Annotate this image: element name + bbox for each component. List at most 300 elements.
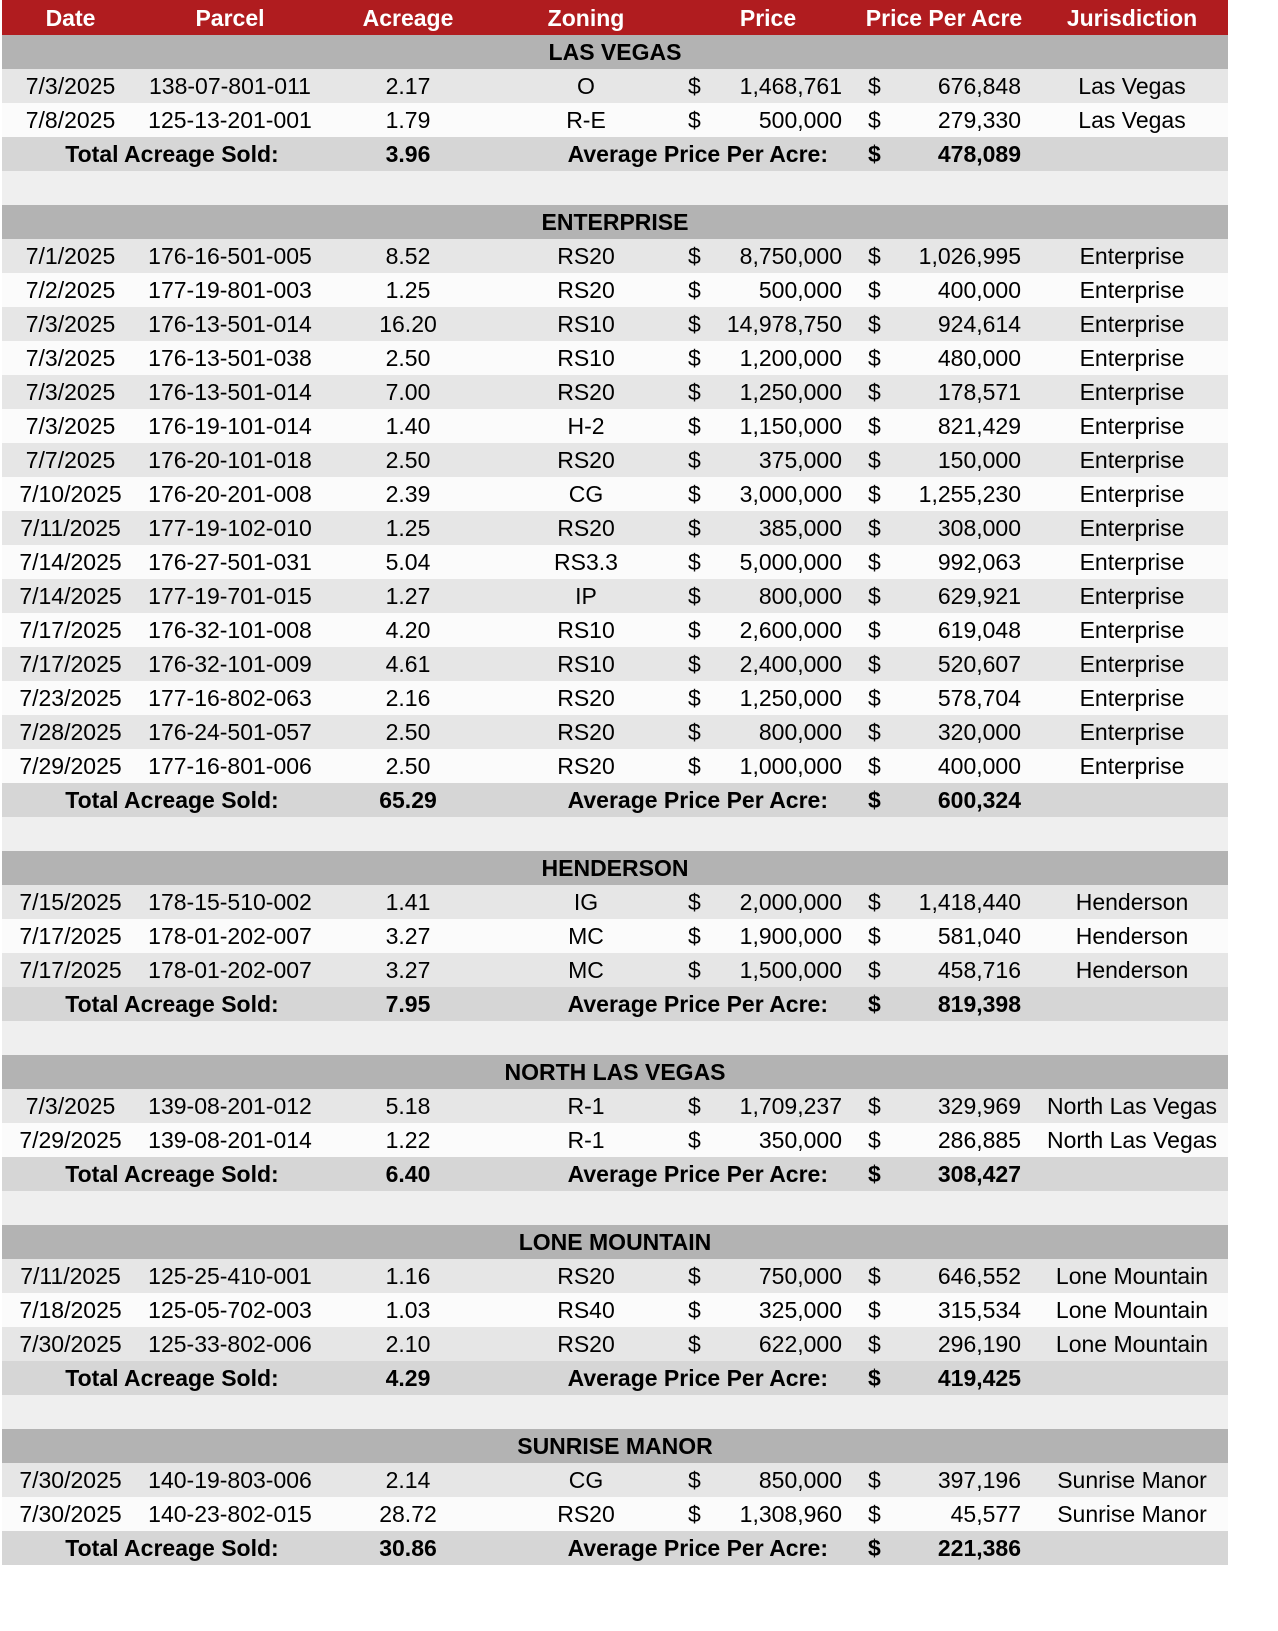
parcel-cell: 138-07-801-011 (149, 73, 311, 99)
parcel-cell: 139-08-201-014 (148, 1127, 312, 1153)
price-currency: $ (688, 481, 701, 507)
date-cell: 7/7/2025 (25, 447, 116, 473)
price-currency: $ (688, 1501, 701, 1527)
table-row (2, 341, 1228, 375)
price-per-acre-cell: 458,716 (937, 957, 1021, 983)
parcel-cell: 140-19-803-006 (148, 1467, 312, 1493)
price-currency: $ (688, 753, 701, 779)
zoning-cell: R-1 (567, 1093, 605, 1119)
ppa-currency: $ (868, 277, 881, 303)
parcel-cell: 177-19-701-015 (148, 583, 312, 609)
acreage-cell: 7.00 (385, 379, 431, 405)
table-row (2, 1293, 1228, 1327)
zoning-cell: RS10 (557, 311, 615, 337)
price-cell: 800,000 (758, 583, 842, 609)
price-currency: $ (688, 651, 701, 677)
table-row (2, 1123, 1228, 1157)
total-row (2, 987, 1228, 1021)
ppa-currency: $ (868, 1501, 881, 1527)
price-per-acre-cell: 821,429 (937, 413, 1021, 439)
date-cell: 7/8/2025 (25, 107, 116, 133)
date-cell: 7/29/2025 (19, 1127, 122, 1153)
price-currency: $ (688, 1297, 701, 1323)
acreage-cell: 2.50 (385, 345, 431, 371)
jurisdiction-cell: Henderson (1075, 923, 1189, 949)
jurisdiction-cell: Sunrise Manor (1057, 1501, 1207, 1527)
total-acreage-label: Total Acreage Sold: (65, 991, 279, 1017)
zoning-cell: R-1 (567, 1127, 605, 1153)
ppa-currency: $ (868, 1127, 881, 1153)
zoning-cell: RS10 (557, 345, 615, 371)
spacer-row (2, 1191, 1228, 1225)
section-header (2, 1225, 1228, 1259)
price-cell: 2,600,000 (739, 617, 842, 643)
total-acreage-value: 4.29 (385, 1365, 431, 1391)
price-currency: $ (688, 345, 701, 371)
zoning-cell: RS20 (557, 1501, 615, 1527)
total-acreage-label: Total Acreage Sold: (65, 1535, 279, 1561)
price-currency: $ (688, 889, 701, 915)
ppa-currency: $ (868, 651, 881, 677)
acreage-cell: 2.14 (385, 1467, 431, 1493)
parcel-cell: 125-05-702-003 (148, 1297, 312, 1323)
jurisdiction-cell: Enterprise (1079, 277, 1185, 303)
ppa-currency: $ (868, 311, 881, 337)
price-per-acre-cell: 400,000 (937, 753, 1021, 779)
price-per-acre-cell: 578,704 (937, 685, 1021, 711)
section-header (2, 1055, 1228, 1089)
acreage-cell: 2.39 (385, 481, 431, 507)
table-row (2, 579, 1228, 613)
parcel-cell: 176-32-101-009 (148, 651, 312, 677)
table-row (2, 443, 1228, 477)
average-price-label: Average Price Per Acre: (567, 1161, 828, 1187)
parcel-cell: 176-19-101-014 (148, 413, 312, 439)
price-cell: 2,400,000 (739, 651, 842, 677)
zoning-cell: RS20 (557, 243, 615, 269)
table-row (2, 681, 1228, 715)
header-date: Date (45, 5, 96, 31)
price-cell: 1,000,000 (739, 753, 842, 779)
price-currency: $ (688, 1093, 701, 1119)
price-per-acre-cell: 397,196 (937, 1467, 1021, 1493)
table-row (2, 1463, 1228, 1497)
table-body (2, 35, 1228, 1565)
price-cell: 5,000,000 (739, 549, 842, 575)
date-cell: 7/3/2025 (25, 379, 116, 405)
price-per-acre-cell: 520,607 (937, 651, 1021, 677)
date-cell: 7/30/2025 (19, 1331, 122, 1357)
table-row (2, 103, 1228, 137)
date-cell: 7/3/2025 (25, 1093, 116, 1119)
total-row (2, 1157, 1228, 1191)
zoning-cell: RS20 (557, 447, 615, 473)
acreage-cell: 1.79 (385, 107, 431, 133)
jurisdiction-cell: Enterprise (1079, 481, 1185, 507)
acreage-cell: 3.27 (385, 923, 431, 949)
table-row (2, 273, 1228, 307)
total-acreage-value: 6.40 (385, 1161, 431, 1187)
parcel-cell: 176-20-201-008 (148, 481, 312, 507)
price-currency: $ (688, 583, 701, 609)
date-cell: 7/29/2025 (19, 753, 122, 779)
price-per-acre-cell: 619,048 (937, 617, 1021, 643)
ppa-currency: $ (868, 685, 881, 711)
acreage-cell: 1.41 (385, 889, 431, 915)
price-per-acre-cell: 308,000 (937, 515, 1021, 541)
section-title: LONE MOUNTAIN (518, 1229, 712, 1255)
spacer-row (2, 1395, 1228, 1429)
date-cell: 7/14/2025 (19, 549, 122, 575)
average-currency: $ (868, 1535, 881, 1561)
header-zoning: Zoning (547, 5, 625, 31)
average-price-label: Average Price Per Acre: (567, 991, 828, 1017)
average-currency: $ (868, 787, 881, 813)
zoning-cell: RS20 (557, 515, 615, 541)
jurisdiction-cell: Enterprise (1079, 753, 1185, 779)
acreage-cell: 16.20 (379, 311, 437, 337)
price-per-acre-cell: 646,552 (937, 1263, 1021, 1289)
zoning-cell: IG (573, 889, 599, 915)
jurisdiction-cell: Lone Mountain (1055, 1263, 1209, 1289)
date-cell: 7/10/2025 (19, 481, 122, 507)
parcel-cell: 177-16-802-063 (148, 685, 312, 711)
date-cell: 7/11/2025 (20, 515, 121, 541)
date-cell: 7/17/2025 (19, 617, 122, 643)
price-per-acre-cell: 1,026,995 (918, 243, 1021, 269)
acreage-cell: 4.20 (385, 617, 431, 643)
date-cell: 7/11/2025 (20, 1263, 121, 1289)
spacer-row (2, 817, 1228, 851)
average-currency: $ (868, 1161, 881, 1187)
parcel-cell: 176-24-501-057 (148, 719, 312, 745)
price-cell: 1,468,761 (739, 73, 842, 99)
total-acreage-value: 30.86 (379, 1535, 437, 1561)
jurisdiction-cell: Enterprise (1079, 685, 1185, 711)
table-row (2, 239, 1228, 273)
jurisdiction-cell: North Las Vegas (1046, 1127, 1218, 1153)
parcel-cell: 125-33-802-006 (148, 1331, 312, 1357)
price-per-acre-cell: 1,418,440 (918, 889, 1021, 915)
date-cell: 7/18/2025 (19, 1297, 122, 1323)
zoning-cell: R-E (566, 107, 606, 133)
ppa-currency: $ (868, 617, 881, 643)
price-cell: 800,000 (758, 719, 842, 745)
zoning-cell: RS20 (557, 753, 615, 779)
price-cell: 500,000 (758, 107, 842, 133)
ppa-currency: $ (868, 1093, 881, 1119)
ppa-currency: $ (868, 719, 881, 745)
table-row (2, 375, 1228, 409)
price-per-acre-cell: 286,885 (937, 1127, 1021, 1153)
section-header (2, 35, 1228, 69)
jurisdiction-cell: Lone Mountain (1055, 1297, 1209, 1323)
section-title: SUNRISE MANOR (517, 1433, 713, 1459)
parcel-cell: 176-13-501-038 (148, 345, 312, 371)
acreage-cell: 1.03 (385, 1297, 431, 1323)
table-row (2, 511, 1228, 545)
price-cell: 325,000 (758, 1297, 842, 1323)
date-cell: 7/30/2025 (19, 1501, 122, 1527)
price-currency: $ (688, 311, 701, 337)
table-row (2, 647, 1228, 681)
price-currency: $ (688, 1263, 701, 1289)
price-currency: $ (688, 1331, 701, 1357)
price-cell: 1,308,960 (739, 1501, 842, 1527)
price-cell: 3,000,000 (739, 481, 842, 507)
price-cell: 1,709,237 (739, 1093, 842, 1119)
price-per-acre-cell: 150,000 (937, 447, 1021, 473)
ppa-currency: $ (868, 583, 881, 609)
acreage-cell: 28.72 (379, 1501, 437, 1527)
header-row (2, 0, 1228, 35)
total-acreage-label: Total Acreage Sold: (65, 1161, 279, 1187)
jurisdiction-cell: Enterprise (1079, 651, 1185, 677)
total-acreage-value: 7.95 (385, 991, 431, 1017)
price-per-acre-cell: 45,577 (950, 1501, 1021, 1527)
date-cell: 7/3/2025 (25, 413, 116, 439)
zoning-cell: CG (568, 481, 604, 507)
acreage-cell: 2.50 (385, 719, 431, 745)
table-row (2, 477, 1228, 511)
date-cell: 7/23/2025 (19, 685, 122, 711)
price-per-acre-cell: 329,969 (937, 1093, 1021, 1119)
jurisdiction-cell: Enterprise (1079, 617, 1185, 643)
total-acreage-label: Total Acreage Sold: (65, 787, 279, 813)
parcel-cell: 177-19-102-010 (148, 515, 312, 541)
parcel-cell: 176-16-501-005 (148, 243, 312, 269)
zoning-cell: RS20 (557, 277, 615, 303)
parcel-cell: 178-15-510-002 (148, 889, 312, 915)
price-currency: $ (688, 957, 701, 983)
section-title: LAS VEGAS (548, 39, 682, 65)
jurisdiction-cell: Enterprise (1079, 447, 1185, 473)
jurisdiction-cell: Enterprise (1079, 413, 1185, 439)
price-cell: 622,000 (758, 1331, 842, 1357)
price-per-acre-cell: 315,534 (937, 1297, 1021, 1323)
acreage-cell: 5.18 (385, 1093, 431, 1119)
price-cell: 2,000,000 (739, 889, 842, 915)
table-row (2, 953, 1228, 987)
jurisdiction-cell: Henderson (1075, 957, 1189, 983)
jurisdiction-cell: Enterprise (1079, 719, 1185, 745)
price-currency: $ (688, 923, 701, 949)
parcel-cell: 178-01-202-007 (148, 923, 312, 949)
parcel-cell: 176-20-101-018 (148, 447, 312, 473)
parcel-cell: 176-32-101-008 (148, 617, 312, 643)
ppa-currency: $ (868, 1467, 881, 1493)
price-currency: $ (688, 1127, 701, 1153)
price-cell: 850,000 (758, 1467, 842, 1493)
average-price-label: Average Price Per Acre: (567, 1365, 828, 1391)
price-currency: $ (688, 243, 701, 269)
acreage-cell: 2.17 (385, 73, 431, 99)
price-cell: 350,000 (758, 1127, 842, 1153)
price-per-acre-cell: 992,063 (937, 549, 1021, 575)
price-currency: $ (688, 413, 701, 439)
jurisdiction-cell: Enterprise (1079, 549, 1185, 575)
total-acreage-label: Total Acreage Sold: (65, 1365, 279, 1391)
acreage-cell: 1.27 (385, 583, 431, 609)
acreage-cell: 1.40 (385, 413, 431, 439)
total-row (2, 137, 1228, 171)
table-row (2, 885, 1228, 919)
average-price-value: 600,324 (937, 787, 1021, 813)
acreage-cell: 2.50 (385, 447, 431, 473)
price-per-acre-cell: 924,614 (937, 311, 1021, 337)
parcel-cell: 140-23-802-015 (148, 1501, 312, 1527)
table-row (2, 613, 1228, 647)
zoning-cell: MC (568, 957, 604, 983)
price-cell: 1,150,000 (739, 413, 842, 439)
date-cell: 7/2/2025 (25, 277, 116, 303)
price-per-acre-cell: 1,255,230 (918, 481, 1021, 507)
section-header (2, 851, 1228, 885)
acreage-cell: 2.16 (385, 685, 431, 711)
table-row (2, 1497, 1228, 1531)
total-acreage-value: 65.29 (379, 787, 437, 813)
jurisdiction-cell: Enterprise (1079, 311, 1185, 337)
table-row (2, 715, 1228, 749)
section-title: NORTH LAS VEGAS (504, 1059, 726, 1085)
price-currency: $ (688, 379, 701, 405)
zoning-cell: RS20 (557, 379, 615, 405)
date-cell: 7/1/2025 (25, 243, 116, 269)
total-row (2, 1531, 1228, 1565)
zoning-cell: RS20 (557, 685, 615, 711)
price-per-acre-cell: 629,921 (937, 583, 1021, 609)
price-per-acre-cell: 480,000 (937, 345, 1021, 371)
parcel-cell: 178-01-202-007 (148, 957, 312, 983)
ppa-currency: $ (868, 345, 881, 371)
total-row (2, 1361, 1228, 1395)
zoning-cell: RS20 (557, 1331, 615, 1357)
parcel-cell: 139-08-201-012 (148, 1093, 312, 1119)
acreage-cell: 3.27 (385, 957, 431, 983)
average-price-label: Average Price Per Acre: (567, 1535, 828, 1561)
section-title: HENDERSON (541, 855, 689, 881)
ppa-currency: $ (868, 481, 881, 507)
zoning-cell: RS20 (557, 719, 615, 745)
zoning-cell: MC (568, 923, 604, 949)
land-sales-table (2, 0, 1228, 1565)
table-row (2, 545, 1228, 579)
average-currency: $ (868, 991, 881, 1017)
price-currency: $ (688, 719, 701, 745)
total-acreage-value: 3.96 (385, 141, 431, 167)
table-row (2, 409, 1228, 443)
parcel-cell: 176-13-501-014 (148, 311, 312, 337)
table-row (2, 749, 1228, 783)
jurisdiction-cell: Lone Mountain (1055, 1331, 1209, 1357)
price-currency: $ (688, 73, 701, 99)
jurisdiction-cell: Enterprise (1079, 243, 1185, 269)
acreage-cell: 2.10 (385, 1331, 431, 1357)
ppa-currency: $ (868, 379, 881, 405)
price-per-acre-cell: 178,571 (937, 379, 1021, 405)
zoning-cell: RS10 (557, 617, 615, 643)
zoning-cell: IP (575, 583, 597, 609)
date-cell: 7/17/2025 (19, 651, 122, 677)
table-row (2, 69, 1228, 103)
acreage-cell: 8.52 (385, 243, 431, 269)
zoning-cell: RS40 (557, 1297, 615, 1323)
ppa-currency: $ (868, 753, 881, 779)
price-currency: $ (688, 685, 701, 711)
date-cell: 7/17/2025 (19, 957, 122, 983)
ppa-currency: $ (868, 1263, 881, 1289)
parcel-cell: 125-25-410-001 (148, 1263, 312, 1289)
price-currency: $ (688, 515, 701, 541)
jurisdiction-cell: Enterprise (1079, 345, 1185, 371)
date-cell: 7/14/2025 (19, 583, 122, 609)
price-per-acre-cell: 296,190 (937, 1331, 1021, 1357)
average-price-value: 478,089 (937, 141, 1021, 167)
acreage-cell: 1.16 (385, 1263, 431, 1289)
zoning-cell: RS3.3 (554, 549, 618, 575)
acreage-cell: 2.50 (385, 753, 431, 779)
ppa-currency: $ (868, 549, 881, 575)
price-cell: 1,200,000 (739, 345, 842, 371)
zoning-cell: O (577, 73, 595, 99)
zoning-cell: RS10 (557, 651, 615, 677)
parcel-cell: 125-13-201-001 (148, 107, 312, 133)
acreage-cell: 5.04 (385, 549, 431, 575)
date-cell: 7/3/2025 (25, 311, 116, 337)
parcel-cell: 176-27-501-031 (148, 549, 312, 575)
jurisdiction-cell: Las Vegas (1078, 73, 1186, 99)
price-per-acre-cell: 279,330 (937, 107, 1021, 133)
ppa-currency: $ (868, 73, 881, 99)
acreage-cell: 4.61 (385, 651, 431, 677)
header-price-per-acre: Price Per Acre (865, 5, 1023, 31)
jurisdiction-cell: Enterprise (1079, 583, 1185, 609)
jurisdiction-cell: Enterprise (1079, 515, 1185, 541)
header-price: Price (739, 5, 797, 31)
price-cell: 500,000 (758, 277, 842, 303)
average-price-value: 819,398 (937, 991, 1021, 1017)
ppa-currency: $ (868, 413, 881, 439)
average-currency: $ (868, 141, 881, 167)
acreage-cell: 1.25 (385, 277, 431, 303)
ppa-currency: $ (868, 515, 881, 541)
header-jurisdiction: Jurisdiction (1066, 5, 1198, 31)
ppa-currency: $ (868, 243, 881, 269)
jurisdiction-cell: Enterprise (1079, 379, 1185, 405)
table-row (2, 1327, 1228, 1361)
ppa-currency: $ (868, 107, 881, 133)
jurisdiction-cell: Henderson (1075, 889, 1189, 915)
price-cell: 1,500,000 (739, 957, 842, 983)
average-price-value: 308,427 (937, 1161, 1021, 1187)
jurisdiction-cell: Sunrise Manor (1057, 1467, 1207, 1493)
average-currency: $ (868, 1365, 881, 1391)
table-row (2, 1089, 1228, 1123)
average-price-label: Average Price Per Acre: (567, 787, 828, 813)
ppa-currency: $ (868, 1297, 881, 1323)
table-row (2, 919, 1228, 953)
section-title: ENTERPRISE (541, 209, 689, 235)
table-row (2, 1259, 1228, 1293)
jurisdiction-cell: Las Vegas (1078, 107, 1186, 133)
zoning-cell: RS20 (557, 1263, 615, 1289)
price-currency: $ (688, 1467, 701, 1493)
price-currency: $ (688, 277, 701, 303)
header-acreage: Acreage (362, 5, 454, 31)
price-cell: 8,750,000 (739, 243, 842, 269)
date-cell: 7/15/2025 (19, 889, 122, 915)
average-price-label: Average Price Per Acre: (567, 141, 828, 167)
